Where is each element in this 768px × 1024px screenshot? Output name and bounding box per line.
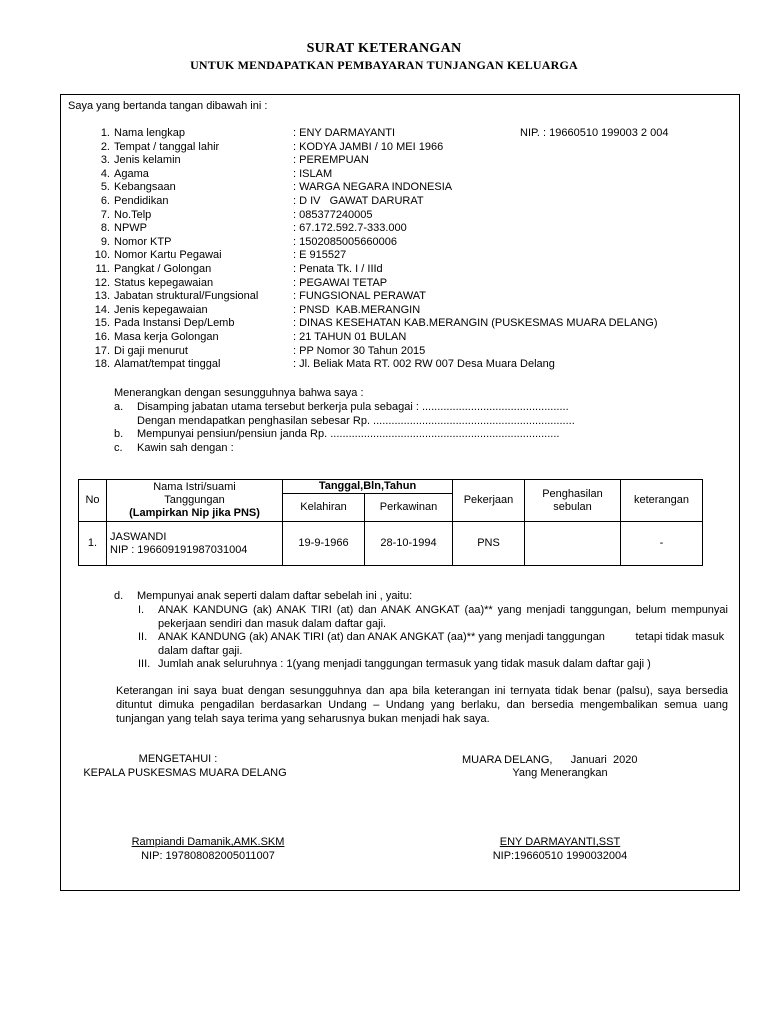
spouse-table bbox=[78, 479, 703, 566]
field-value: : 085377240005 bbox=[293, 208, 373, 221]
signature-left-title: KEPALA PUSKESMAS MUARA DELANG bbox=[83, 767, 287, 779]
signature-right-title: Yang Menerangkan bbox=[512, 767, 608, 779]
row-spouse bbox=[107, 522, 283, 566]
field-number: 4. bbox=[100, 167, 110, 180]
field-value: : D IV GAWAT DARURAT bbox=[293, 195, 424, 207]
field-value: : KODYA JAMBI / 10 MEI 1966 bbox=[293, 140, 444, 153]
field-number: 2. bbox=[100, 140, 110, 153]
field-number: 7. bbox=[100, 208, 110, 221]
signature-right-nip: NIP:19660510 1990032004 bbox=[492, 850, 628, 862]
field-number: 3. bbox=[100, 154, 110, 167]
field-value: : 21 TAHUN 01 BULAN bbox=[293, 331, 407, 343]
declaration-lead: Menerangkan dengan sesungguhnya bahwa saya : bbox=[114, 387, 364, 399]
field-value: : PP Nomor 30 Tahun 2015 bbox=[293, 344, 426, 357]
field-value: : 67.172.592.7-333.000 bbox=[293, 222, 407, 235]
field-value: : DINAS KESEHATAN KAB.MERANGIN (PUSKESMAS MUARA DELANG) bbox=[293, 317, 658, 330]
table-row bbox=[79, 522, 703, 566]
row-marriage-date: 28-10-1994 bbox=[365, 522, 453, 566]
signature-left-nip: NIP: 197808082005011007 bbox=[141, 850, 275, 862]
row-no: 1. bbox=[79, 522, 107, 566]
field-label: Pangkat / Golongan bbox=[114, 263, 212, 275]
field-number: 6. bbox=[100, 195, 110, 207]
header-income bbox=[525, 480, 621, 522]
field-value: : FUNGSIONAL PERAWAT bbox=[293, 290, 427, 303]
declaration-a-marker: a. bbox=[114, 401, 124, 413]
intro-text: Saya yang bertanda tangan dibawah ini : bbox=[68, 100, 268, 112]
field-number: 8. bbox=[100, 222, 110, 235]
row-spouse-nip: NIP : 196609191987031004 bbox=[110, 543, 248, 556]
field-value: : PEGAWAI TETAP bbox=[293, 276, 388, 289]
field-value: : WARGA NEGARA INDONESIA bbox=[293, 181, 453, 194]
header-spouse-name bbox=[107, 480, 283, 522]
closing-statement: Keterangan ini saya buat dengan sesungguhnya dan apa bila keterangan ini ternyata tidak benar (palsu), saya bersedia dituntut dimuka pengadilan berdasarkan Undang – Undang yang berlaku, dan bersedia mengembalikan semua uang tunjangan yang telah saya terima yang seharusnya bukan menjadi hak saya. bbox=[116, 685, 728, 725]
field-value: : 1502085005660006 bbox=[293, 235, 397, 248]
children-i-marker: I. bbox=[138, 604, 145, 616]
field-label: Nomor Kartu Pegawai bbox=[114, 249, 222, 262]
row-income bbox=[525, 522, 621, 566]
field-label: Jenis kepegawaian bbox=[114, 303, 208, 316]
declaration-b-marker: b. bbox=[114, 428, 124, 440]
signature-place-date: MUARA DELANG, Januari 2020 bbox=[462, 754, 638, 766]
document-subtitle: UNTUK MENDAPATKAN PEMBAYARAN TUNJANGAN KELUARGA bbox=[190, 58, 578, 72]
declaration-a-line1: Disamping jabatan utama tersebut berkerja pula sebagai : ................................................ bbox=[137, 401, 569, 413]
field-value: : PNSD KAB.MERANGIN bbox=[293, 303, 421, 316]
field-number: 15. bbox=[94, 317, 110, 330]
row-birth-date: 19-9-1966 bbox=[283, 522, 365, 566]
field-number: 18. bbox=[94, 358, 110, 371]
header-job: Pekerjaan bbox=[453, 480, 525, 522]
children-iii-text: Jumlah anak seluruhnya : 1(yang menjadi tanggungan termasuk yang tidak masuk dalam daftar gaji ) bbox=[158, 658, 651, 670]
header-income-line1: Penghasilan bbox=[542, 487, 603, 500]
row-remark: - bbox=[621, 522, 703, 566]
field-label: Pada Instansi Dep/Lemb bbox=[114, 317, 235, 330]
signature-left-caption: MENGETAHUI : bbox=[138, 753, 218, 765]
header-spouse-name-line2: Tanggungan bbox=[164, 494, 225, 506]
header-marriage: Perkawinan bbox=[365, 494, 453, 522]
field-number: 9. bbox=[100, 235, 110, 248]
signature-right-name: ENY DARMAYANTI,SST bbox=[499, 836, 621, 848]
field-value: : PEREMPUAN bbox=[293, 154, 369, 167]
field-label: Masa kerja Golongan bbox=[114, 331, 219, 343]
field-number: 11. bbox=[95, 263, 110, 275]
field-value: : ISLAM bbox=[293, 167, 333, 180]
children-i-text: ANAK KANDUNG (ak) ANAK TIRI (at) dan ANAK ANGKAT (aa)** yang menjadi tanggungan, belum mempunyai pekerjaan sendiri dan masuk dalam daftar gaji. bbox=[158, 604, 728, 630]
field-label: Jabatan struktural/Fungsional bbox=[114, 290, 259, 303]
row-job: PNS bbox=[453, 522, 525, 566]
field-number: 13. bbox=[94, 290, 110, 303]
header-birth: Kelahiran bbox=[283, 494, 365, 522]
field-label: Pendidikan bbox=[114, 195, 169, 207]
row-spouse-name: JASWANDI bbox=[110, 530, 167, 543]
field-number: 16. bbox=[94, 331, 110, 343]
field-label: Kebangsaan bbox=[114, 181, 176, 194]
header-remark: keterangan bbox=[621, 480, 703, 522]
field-number: 10. bbox=[94, 249, 110, 262]
nip-header: NIP. : 19660510 199003 2 004 bbox=[520, 127, 669, 139]
field-label: NPWP bbox=[114, 222, 147, 235]
field-value: : ENY DARMAYANTI bbox=[293, 127, 396, 139]
header-spouse-name-line1: Nama Istri/suami bbox=[153, 481, 236, 493]
children-iii-marker: III. bbox=[138, 658, 151, 670]
field-label: Jenis kelamin bbox=[114, 154, 181, 167]
field-label: Di gaji menurut bbox=[114, 344, 188, 357]
field-value: : Jl. Beliak Mata RT. 002 RW 007 Desa Muara Delang bbox=[293, 358, 555, 371]
field-number: 14. bbox=[94, 303, 110, 316]
header-income-line2: sebulan bbox=[553, 500, 592, 513]
field-label: Nama lengkap bbox=[114, 127, 185, 139]
header-date: Tanggal,Bln,Tahun bbox=[283, 480, 453, 494]
field-number: 5. bbox=[100, 181, 110, 194]
field-label: No.Telp bbox=[114, 208, 152, 221]
field-label: Tempat / tanggal lahir bbox=[114, 140, 220, 153]
children-d-marker: d. bbox=[114, 590, 124, 602]
signature-left-name: Rampiandi Damanik,AMK.SKM bbox=[131, 836, 285, 848]
field-label: Agama bbox=[114, 167, 149, 180]
declaration-b-line: Mempunyai pensiun/pensiun janda Rp. ........................................................................... bbox=[137, 428, 560, 440]
declaration-c-marker: c. bbox=[114, 442, 123, 454]
field-number: 1. bbox=[100, 127, 110, 139]
children-d-line: Mempunyai anak seperti dalam daftar sebelah ini , yaitu: bbox=[137, 590, 413, 602]
field-number: 12. bbox=[94, 276, 110, 289]
header-spouse-name-line3: (Lampirkan Nip jika PNS) bbox=[129, 507, 260, 519]
field-label: Status kepegawaian bbox=[114, 276, 214, 289]
header-no: No bbox=[79, 480, 107, 522]
children-ii-text: ANAK KANDUNG (ak) ANAK TIRI (at) dan ANAK ANGKAT (aa)** yang menjadi tanggungan tetapi tidak masuk dalam daftar gaji. bbox=[158, 631, 728, 657]
children-ii-marker: II. bbox=[138, 631, 148, 643]
declaration-c-line: Kawin sah dengan : bbox=[137, 442, 234, 454]
field-value: : Penata Tk. I / IIId bbox=[293, 263, 383, 275]
document-title: SURAT KETERANGAN bbox=[306, 41, 462, 56]
field-value: : E 915527 bbox=[293, 249, 347, 262]
field-label: Alamat/tempat tinggal bbox=[114, 358, 221, 371]
field-number: 17. bbox=[94, 344, 110, 357]
field-label: Nomor KTP bbox=[114, 235, 172, 248]
declaration-a-line2: Dengan mendapatkan penghasilan sebesar Rp. .................................................................. bbox=[137, 415, 575, 427]
